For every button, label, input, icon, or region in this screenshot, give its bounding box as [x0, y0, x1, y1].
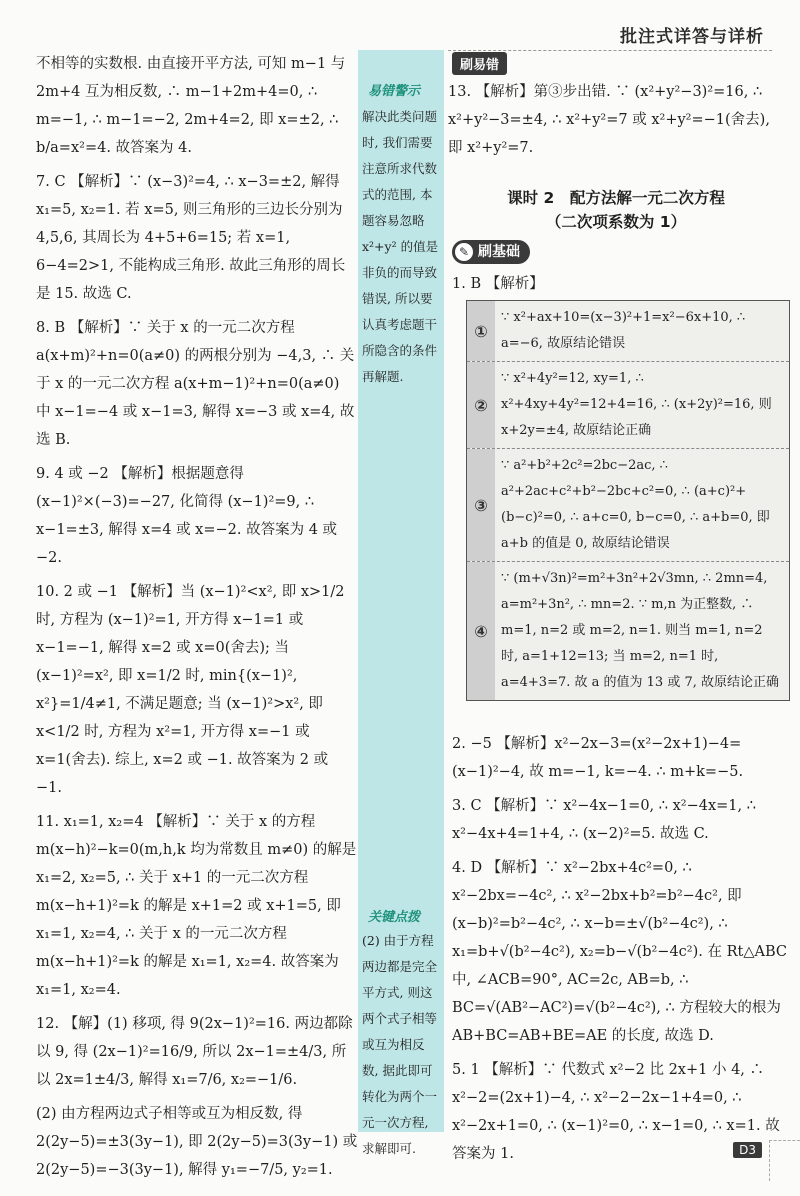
question-heading: 1. B 【解析】: [452, 276, 544, 292]
pencil-icon: ✎: [455, 243, 473, 261]
header-divider: [448, 50, 772, 51]
row-label: ③: [467, 449, 495, 561]
row-label: ②: [467, 362, 495, 448]
answer-paragraph: 10. 2 或 −1 【解析】当 (x−1)²<x², 即 x>1/2 时, 方程为 (x−1)²=1, 开方得 x−1=1 或 x−1=−1, 解得 x=2 或 x=0(舍去); 当 (x−1)²=x², 即 x=1/2 时, min{(x−1)², x²}=1/4≠1, 不满足题意; 当 (x−1)²>x², 即 x<1/2 时, 方程为 x²=1, 开方得 x=−1 或 x=1(舍去). 综上, x=2 或 −1. 故答案为 2 或 −1.: [36, 584, 350, 796]
answer-paragraph: (2) 由方程两边式子相等或互为相反数, 得 2(2y−5)=±3(3y−1), 即 2(2y−5)=3(3y−1) 或 2(2y−5)=−3(3y−1), 解得 y₁=−7/5, y₂=1.: [36, 1106, 362, 1178]
right-column-top: [448, 78, 784, 162]
row-text: ∵ a²+b²+2c²=2bc−2ac, ∴ a²+2ac+c²+b²−2bc+c²=0, ∴ (a+c)²+(b−c)²=0, ∴ a+c=0, b−c=0, ∴ a+b=0, 即 a+b 的值是 0, 故原结论错误: [501, 458, 774, 551]
left-column: [36, 50, 362, 1190]
analysis-table: [466, 300, 790, 701]
page-header: [0, 0, 800, 48]
answer-paragraph: 8. B 【解析】∵ 关于 x 的一元二次方程 a(x+m)²+n=0(a≠0) 的两根分别为 −4,3, ∴ 关于 x 的一元二次方程 a(x+m−1)²+n=0(a≠0) 中 x−1=−4 或 x−1=3, 解得 x=−3 或 x=4, 故选 B.: [36, 320, 355, 448]
answer-paragraph: 5. 1 【解析】∵ 代数式 x²−2 比 2x+1 小 4, ∴ x²−2=(2x+1)−4, ∴ x²−2−2x−1+4=0, ∴ x²−2x+1=0, ∴ (x−1)²=0, ∴ x−1=0, ∴ x=1. 故答案为 1.: [452, 1062, 780, 1162]
answer-paragraph: 9. 4 或 −2 【解析】根据题意得 (x−1)²×(−3)=−27, 化简得 (x−1)²=9, ∴ x−1=±3, 解得 x=4 或 x=−2. 故答案为 4 或 −2.: [36, 466, 342, 566]
header-title: 批注式详答与详析: [620, 27, 764, 47]
answer-paragraph: 不相等的实数根. 由直接开平方法, 可知 m−1 与 2m+4 互为相反数, ∴ m−1+2m+4=0, ∴ m=−1, ∴ m−1=−2, 2m+4=2, 即 x=±2, ∴ b/a=x²=4. 故答案为 4.: [36, 56, 350, 156]
answer-paragraph: 4. D 【解析】∵ x²−2bx+4c²=0, ∴ x²−2bx=−4c², ∴ x²−2bx+b²=b²−4c², 即 (x−b)²=b²−4c², ∴ x−b=±√(b²−4c²), ∴ x₁=b+√(b²−4c²), x₂=b−√(b²−4c²). 在 Rt△ABC 中, ∠ACB=90°, AC=2c, AB=b, ∴ BC=√(AB²−AC²)=√(b²−4c²), ∴ 方程较大的根为 AB+BC=AB+BE=AE 的长度, 故选 D.: [452, 860, 792, 1044]
answer-paragraph: 2. −5 【解析】x²−2x−3=(x²−2x+1)−4=(x−1)²−4, 故 m=−1, k=−4. ∴ m+k=−5.: [452, 736, 744, 780]
row-label: ④: [467, 562, 495, 700]
table-row: [467, 562, 789, 700]
lesson-subtitle: （二次项系数为 1）: [545, 213, 687, 231]
tip-text: 解决此类问题时, 我们需要注意所求代数式的范围, 本题容易忽略 x²+y² 的值是非负的而导致错误, 所以要认真考虑题干所隐含的条件再解题.: [362, 109, 439, 384]
table-row: [467, 449, 789, 562]
answer-paragraph: 12. 【解】(1) 移项, 得 9(2x−1)²=16. 两边都除以 9, 得 (2x−1)²=16/9, 所以 2x−1=±4/3, 所以 2x=1±4/3, 解得 x₁=7/6, x₂=−1/6.: [36, 1016, 353, 1088]
answer-paragraph: 3. C 【解析】∵ x²−4x−1=0, ∴ x²−4x=1, ∴ x²−4x+4=1+4, ∴ (x−2)²=5. 故选 C.: [452, 798, 761, 842]
row-text: ∵ (m+√3n)²=m²+3n²+2√3mn, ∴ 2mn=4, a=m²+3n², ∴ mn=2. ∵ m,n 为正整数, ∴ m=1, n=2 或 m=2, n=1. 则当 m=1, n=2 时, a=1+12=13; 当 m=2, n=1 时, a=4+3=7. 故 a 的值为 13 或 7, 故原结论正确: [501, 571, 779, 690]
page-number: D3: [733, 1142, 762, 1158]
tip-text: (2) 由于方程两边都是完全平方式, 则这两个式子相等或互为相反数, 据此即可转化为两个一元一次方程, 求解即可.: [362, 933, 438, 1156]
answer-paragraph: 7. C 【解析】∵ (x−3)²=4, ∴ x−3=±2, 解得 x₁=5, x₂=1. 若 x=5, 则三角形的三边长分别为 4,5,6, 其周长为 4+5+6=15; 若 x=1, 6−4=2>1, 不能构成三角形. 故此三角形的周长是 15. 故选 C.: [36, 174, 348, 302]
right-column-bottom: [452, 730, 790, 1174]
section-badge-label: 刷基础: [478, 244, 520, 260]
row-text: ∵ x²+4y²=12, xy=1, ∴ x²+4xy+4y²=12+4=16, ∴ (x+2y)²=16, 则 x+2y=±4, 故原结论正确: [501, 371, 776, 438]
page-corner-decoration: [769, 1140, 800, 1181]
row-label: ①: [467, 301, 495, 361]
section-badge-yicuo: 刷易错: [452, 52, 507, 75]
lesson-title: 课时 2 配方法解一元二次方程: [507, 189, 725, 207]
tip-heading: 易错警示: [368, 84, 421, 99]
tip-heading: 关键点拨: [368, 910, 421, 925]
answer-paragraph: 13. 【解析】第③步出错. ∵ (x²+y²−3)²=16, ∴ x²+y²−3=±4, ∴ x²+y²=7 或 x²+y²=−1(舍去), 即 x²+y²=7.: [448, 84, 770, 156]
row-text: ∵ x²+ax+10=(x−3)²+1=x²−6x+10, ∴ a=−6, 故原结论错误: [501, 310, 750, 351]
answer-paragraph: 11. x₁=1, x₂=4 【解析】∵ 关于 x 的方程 m(x−h)²−k=0(m,h,k 均为常数且 m≠0) 的解是 x₁=2, x₂=5, ∴ 关于 x+1 的一元二次方程 m(x−h+1)²=k 的解是 x+1=2 或 x+1=5, 即 x₁=1, x₂=4, ∴ 关于 x 的一元二次方程 m(x−h+1)²=k 的解是 x₁=1, x₂=4. 故答案为 x₁=1, x₂=4.: [36, 814, 357, 998]
table-row: [467, 301, 789, 362]
table-row: [467, 362, 789, 449]
